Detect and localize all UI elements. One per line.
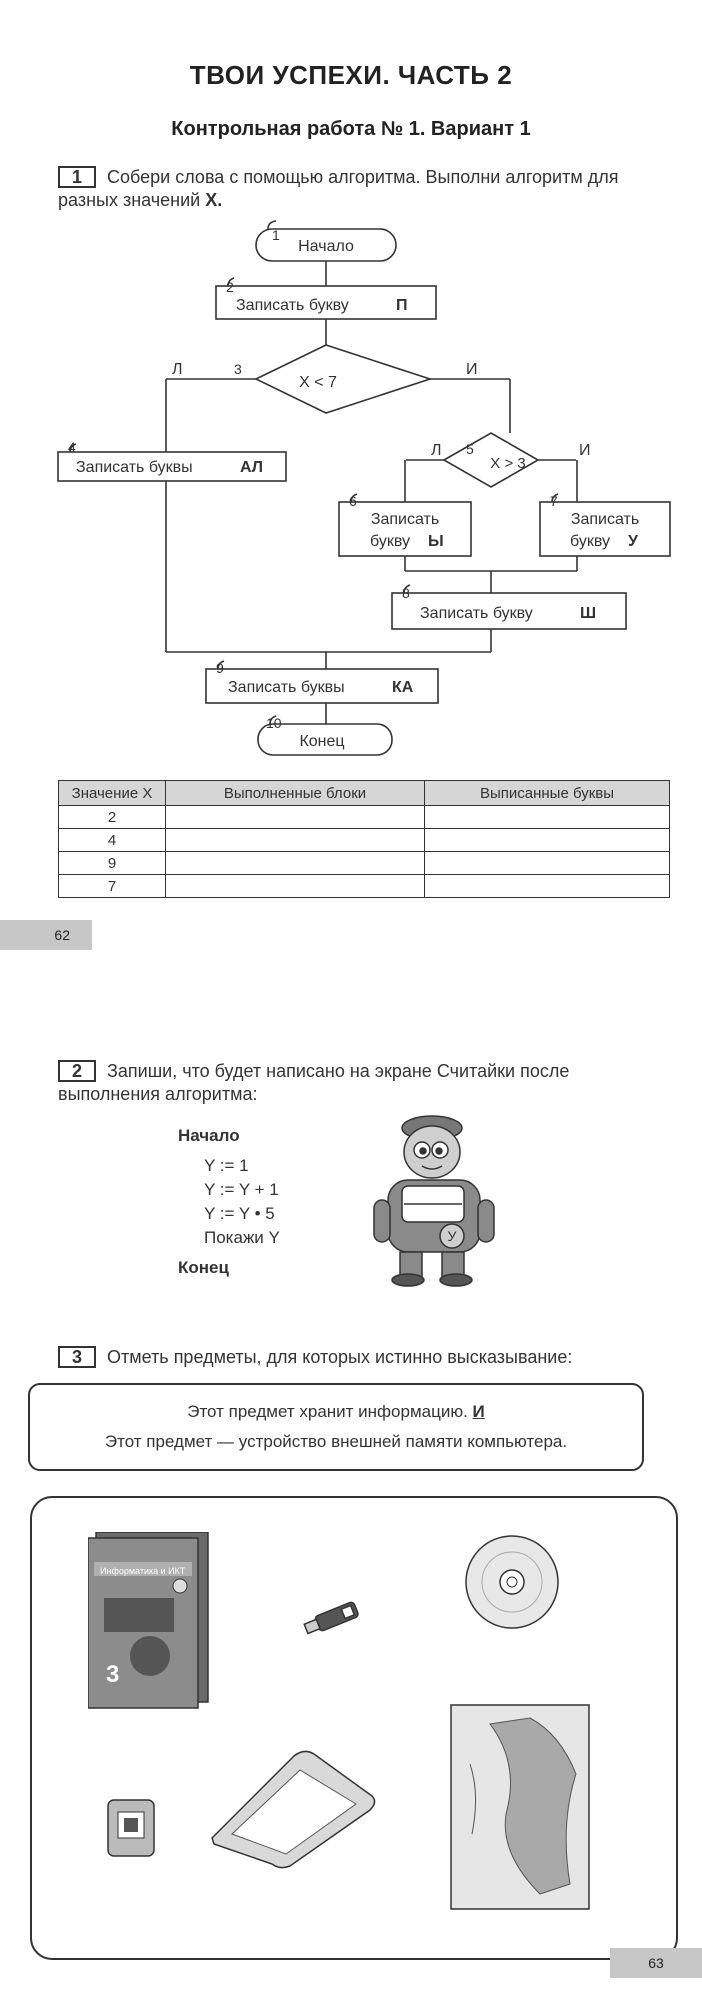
page-title: ТВОИ УСПЕХИ. ЧАСТЬ 2 — [189, 60, 513, 90]
block-10-number: 10 — [266, 715, 282, 731]
block-4-label: Записать буквы — [76, 459, 193, 476]
block-8-label: Записать букву — [420, 605, 533, 622]
block-7-line1: Записать — [570, 511, 640, 528]
code-line: Y := Y • 5 — [204, 1204, 275, 1223]
block-9-number: 9 — [216, 660, 224, 676]
x-value: 7 — [59, 875, 166, 898]
block-5-yes-label: И — [579, 442, 591, 459]
block-9-letters: КА — [392, 679, 414, 696]
table-row — [59, 875, 670, 898]
block-7-number: 7 — [550, 493, 558, 509]
block-1-label: Начало — [298, 238, 354, 255]
block-10-label: Конец — [299, 733, 345, 750]
block-3-yes-label: И — [466, 361, 478, 378]
character-badge: У — [447, 1228, 457, 1244]
blocks-cell[interactable] — [166, 806, 425, 829]
statement-line-1: Этот предмет хранит информацию. — [187, 1402, 468, 1421]
block-8-number: 8 — [402, 585, 410, 601]
block-6-letter: Ы — [428, 533, 444, 550]
algorithm-code — [178, 1124, 280, 1280]
task-1-text: Собери слова с помощью алгоритма. Выполни алгоритм для разных значений — [58, 167, 619, 210]
block-8-letter: Ш — [580, 605, 597, 622]
block-5-no-label: Л — [431, 442, 442, 459]
table-row — [59, 852, 670, 875]
statement-conjunction: И — [472, 1402, 485, 1421]
block-3-condition: X < 7 — [299, 374, 337, 391]
page-subtitle: Контрольная работа № 1. Вариант 1 — [171, 118, 531, 140]
map-item[interactable] — [450, 1704, 590, 1910]
code-end: Конец — [178, 1258, 229, 1277]
block-6-line2: букву — [370, 533, 410, 550]
block-4-number: 4 — [68, 439, 76, 455]
blocks-cell[interactable] — [166, 875, 425, 898]
block-6-line1: Записать — [370, 511, 440, 528]
memory-card-item[interactable] — [106, 1798, 156, 1858]
code-begin: Начало — [178, 1126, 240, 1145]
block-2-number: 2 — [226, 279, 234, 295]
task-3-text: Отметь предметы, для которых истинно высказывание: — [107, 1347, 573, 1367]
letters-cell[interactable] — [425, 806, 670, 829]
task-3 — [58, 1346, 672, 1369]
table-row — [59, 829, 670, 852]
letters-cell[interactable] — [425, 875, 670, 898]
textbook-item[interactable] — [88, 1532, 214, 1712]
table-row — [59, 806, 670, 829]
code-line: Покажи Y — [204, 1228, 280, 1247]
block-2-letter: П — [396, 297, 408, 314]
block-3-no-label: Л — [172, 361, 183, 378]
block-7-line2: букву — [570, 533, 610, 550]
usb-flash-item[interactable] — [298, 1598, 368, 1638]
x-value: 9 — [59, 852, 166, 875]
table-header: Выписанные буквы — [425, 781, 670, 806]
block-4-letters: АЛ — [240, 459, 263, 476]
textbook-title: Информатика и ИКТ — [100, 1566, 186, 1576]
task-3-number: 3 — [58, 1346, 96, 1368]
cd-disc-item[interactable] — [464, 1534, 560, 1630]
schitaika-character — [370, 1108, 500, 1288]
x-value: 2 — [59, 806, 166, 829]
letters-cell[interactable] — [425, 829, 670, 852]
block-1-number: 1 — [272, 227, 280, 243]
statement-box — [28, 1383, 644, 1471]
block-3-number: 3 — [234, 361, 242, 377]
code-line: Y := 1 — [204, 1156, 249, 1175]
blocks-cell[interactable] — [166, 829, 425, 852]
scanner-item[interactable] — [208, 1742, 378, 1872]
page-number: 62 — [0, 920, 92, 950]
task-2-number: 2 — [58, 1060, 96, 1082]
task-2-text: Запиши, что будет написано на экране Считайки после выполнения алгоритма: — [58, 1061, 570, 1104]
task-1-number: 1 — [58, 166, 96, 188]
letters-cell[interactable] — [425, 852, 670, 875]
block-6-number: 6 — [349, 493, 357, 509]
answer-table — [58, 780, 670, 898]
table-header: Выполненные блоки — [166, 781, 425, 806]
block-2-label: Записать букву — [236, 297, 349, 314]
block-7-letter: У — [628, 533, 638, 550]
blocks-cell[interactable] — [166, 852, 425, 875]
x-value: 4 — [59, 829, 166, 852]
block-5-condition: X > 3 — [490, 455, 526, 472]
task-1-variable: X. — [205, 190, 223, 210]
task-2 — [58, 1060, 672, 1106]
textbook-number: 3 — [106, 1661, 120, 1688]
block-3-decision — [256, 345, 430, 413]
page-number: 63 — [610, 1948, 702, 1978]
statement-line-2: Этот предмет — устройство внешней памяти компьютера. — [104, 1432, 568, 1451]
code-line: Y := Y + 1 — [204, 1180, 279, 1199]
flowchart — [0, 0, 702, 760]
block-5-number: 5 — [466, 441, 474, 457]
block-9-label: Записать буквы — [228, 679, 345, 696]
table-header: Значение X — [59, 781, 166, 806]
items-box — [30, 1496, 678, 1960]
